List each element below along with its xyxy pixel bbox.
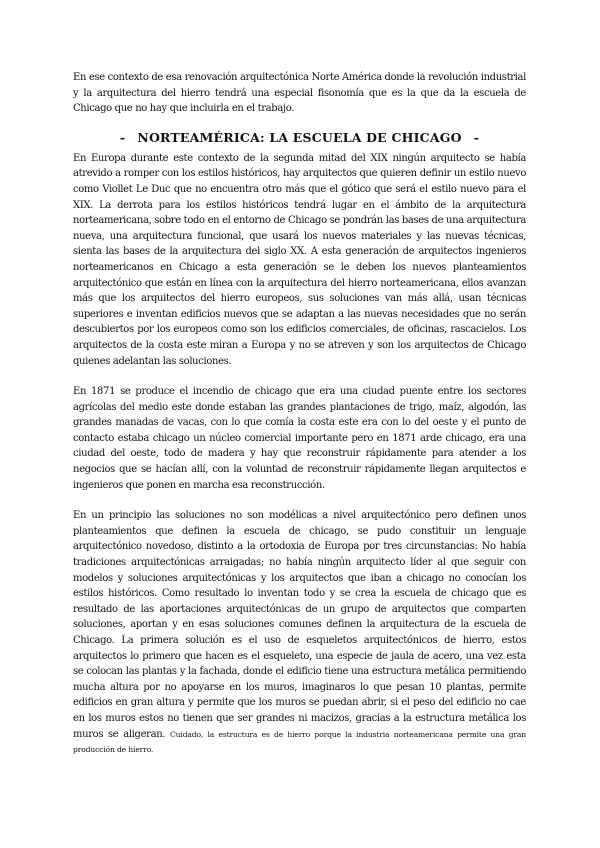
heading-dash-left: - (119, 130, 126, 146)
section-heading (73, 127, 526, 149)
inline-note: Cuidado, la estructura es de hierro porque la industria norteamericana permite una gran producción de hierro. (73, 729, 526, 755)
heading-title: NORTEAMÉRICA: LA ESCUELA DE CHICAGO (137, 130, 462, 146)
intro-paragraph: En ese contexto de esa renovación arquitectónica Norte América donde la revolución industrial y la arquitectura del hierro tendrá una especial fisonomía que es la que da la escuela de Chicago que no hay que incluirla en el trabajo. (73, 72, 526, 115)
paragraph-fire-1871: En 1871 se produce el incendio de chicago que era una ciudad puente entre los sectores agrícolas del medio este donde estaban las grandes plantaciones de trigo, maíz, algodón, las grandes manadas de vacas, con lo que comía la costa este era con lo del oeste y el punto de contacto estaba chicago un núcleo comercial importante pero en 1871 arde chicago, era una ciudad del oeste, todo de madera y hay que reconstruir rápidamente para atender a los negocios que se hacían allí, con la voluntad de reconstruir rápidamente llegan arquitectos e ingenieros que ponen en marcha esa reconstrucción. (73, 386, 526, 491)
heading-dash-right: - (473, 130, 480, 146)
paragraph-europe: En Europa durante este contexto de la segunda mitad del XIX ningún arquitecto se había atrevido a romper con los estilos históricos, hay arquitectos que quieren definir un estilo nuevo como Viollet Le Duc que no encuentra otro más que el gótico que será el estilo nuevo para el XIX. La derrota para los estilos históricos tendrá lugar en el ámbito de la arquitectura norteamericana, sobre todo en el entorno de Chicago se pondrán las bases de una arquitectura nueva, una arquitectura funcional, que usará los nuevos materiales y las nuevas técnicas, sienta las bases de la arquitectura del siglo XX. A esta generación de arquitectos ingenieros norteamericanos en Chicago a esta generación se le deben los nuevos planteamientos arquitectónico que están en línea con la arquitectura del hierro norteamericana, ellos avanzan más que los arquitectos del hierro europeos, sus soluciones van más allá, usan técnicas superiores e inventan edificios nuevos que se adaptan a las nuevas necesidades que no serán descubiertos por los europeos como son los edificios comerciales, de oficinas, rascacielos. Los arquitectos de la costa este miran a Europa y no se atreven y son los arquitectos de Chicago quienes adelantan las soluciones. (73, 152, 526, 367)
document-page (73, 70, 526, 758)
paragraph-solutions (73, 508, 526, 758)
paragraph-solutions-text: En un principio las soluciones no son modélicas a nivel arquitectónico pero definen unos planteamientos que definen la escuela de chicago, se pudo constituir un lenguaje arquitectónico novedoso, distinto a la ortodoxia de Europa por tres circunstancias: No había tradiciones arquitectónicas arraigadas; no había ningún arquitecto líder al que seguir con modelos y soluciones arquitectónicas y los arquitectos que iban a chicago no conocían los estilos históricos. Como resultado lo inventan todo y se crea la escuela de chicago que es resultado de las aportaciones arquitectónicas de un grupo de arquitectos que comparten soluciones, aportan y en esas soluciones comunes definen la arquitectura de la escuela de Chicago. La primera solución es el uso de esqueletos arquitectónicos de hierro, estos arquitectos lo primero que hacen es el esqueleto, una especie de jaula de acero, una vez esta se colocan las plantas y la fachada, donde el edificio tiene una estructura metálica permitiendo mucha altura por no apoyarse en los muros, imaginaros lo que pesan 10 plantas, permite edificios en gran altura y permite que los muros se puedan abrir, si el peso del edificio no cae en los muros estos no tienen que ser grandes ni macizos, gracias a la estructura metálica los muros se aligeran. (73, 510, 526, 740)
